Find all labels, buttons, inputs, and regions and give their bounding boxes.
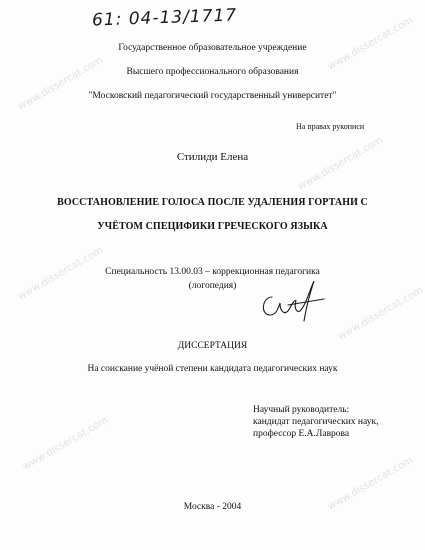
author-name: Стилиди Елена [176, 151, 249, 163]
watermark-text: www.dissercat.com [296, 134, 386, 193]
rights-note: На правах рукописи [296, 122, 365, 131]
supervisor-degree: кандидат педагогических наук, [253, 417, 379, 427]
title-line-1: ВОССТАНОВЛЕНИЕ ГОЛОСА ПОСЛЕ УДАЛЕНИЯ ГОРТАНИ С [57, 197, 368, 208]
institution-line-2: Высшего профессионального образования [126, 67, 299, 77]
watermark-text: www.dissercat.com [16, 54, 106, 113]
watermark-text: www.dissercat.com [16, 244, 106, 303]
handwritten-archive-code: 61: 04-13/1717 [91, 5, 238, 31]
supervisor-name: профессор Е.А.Лаврова [253, 429, 350, 439]
specialty-line: Специальность 13.00.03 – коррекционная педагогика [105, 267, 320, 277]
place-and-year: Москва - 2004 [183, 502, 242, 512]
watermark-text: www.dissercat.com [336, 284, 425, 343]
degree-line: На соискание учёной степени кандидата педагогических наук [87, 364, 338, 374]
title-line-2: УЧЁТОМ СПЕЦИФИКИ ГРЕЧЕСКОГО ЯЗЫКА [97, 221, 328, 232]
handwritten-signature [258, 275, 330, 325]
specialty-subline: (логопедия) [188, 281, 237, 291]
supervisor-label: Научный руководитель: [253, 405, 350, 415]
document-type: ДИССЕРТАЦИЯ [177, 341, 248, 351]
institution-line-1: Государственное образовательное учреждение [118, 43, 307, 53]
institution-line-3: "Московский педагогический государственный университет" [88, 91, 337, 101]
watermark-text: www.dissercat.com [21, 414, 111, 473]
watermark-text: www.dissercat.com [326, 454, 416, 513]
watermark-text: www.dissercat.com [326, 14, 416, 73]
